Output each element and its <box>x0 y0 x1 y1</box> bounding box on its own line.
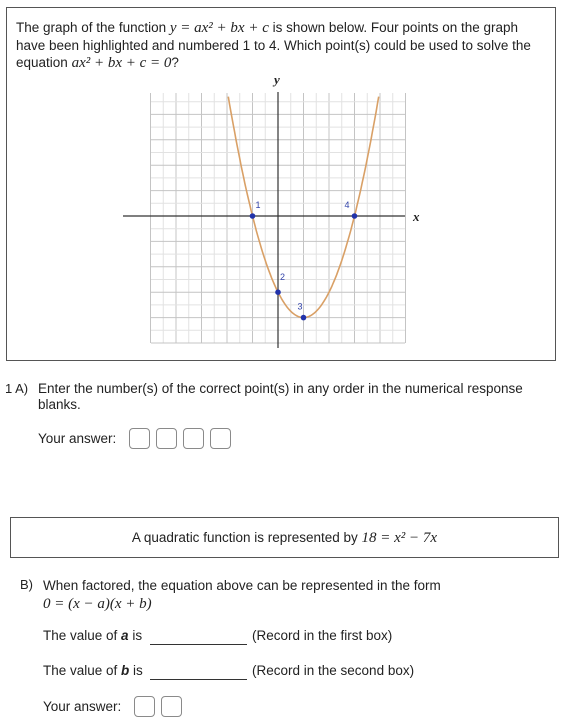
highlighted-point <box>250 213 256 219</box>
function-expression: y = ax² + bx + c <box>169 20 269 36</box>
answer-box-1[interactable] <box>129 428 150 449</box>
point-label: 3 <box>297 301 303 312</box>
value-a-hint: (Record in the first box) <box>252 628 393 643</box>
part-b-label: B) <box>20 577 33 592</box>
factored-form: 0 = (x − a)(x + b) <box>43 596 152 612</box>
point-label: 4 <box>344 200 350 210</box>
y-axis-label: y <box>274 72 280 87</box>
highlighted-point <box>352 213 358 219</box>
value-b-variable: b <box>121 663 130 678</box>
answer-a-label: Your answer: <box>38 431 117 446</box>
question-text-part: is shown below. Four points on the graph have been highlighted and numbered 1 to 4. Which point(s) could be used to solve the equation <box>16 20 531 70</box>
value-a-text: The value of <box>43 628 122 643</box>
question-box <box>6 7 556 361</box>
x-axis-label: x <box>413 209 420 224</box>
value-b-text: is <box>129 663 143 678</box>
context-box <box>10 517 559 558</box>
value-b-blank <box>150 665 247 680</box>
value-b-row <box>43 663 143 678</box>
numerical-response-b <box>134 696 182 717</box>
parabola-graph <box>7 8 555 360</box>
answer-box-3[interactable] <box>183 428 204 449</box>
point-label: 2 <box>280 272 286 283</box>
value-b-hint: (Record in the second box) <box>252 663 415 678</box>
context-text-part: A quadratic function is represented by <box>131 530 362 545</box>
value-a-blank <box>150 630 247 645</box>
point-label: 1 <box>255 200 261 210</box>
highlighted-point <box>301 315 307 321</box>
part-b-instructions <box>43 577 543 613</box>
highlighted-point <box>275 289 281 295</box>
context-equation: 18 = x² − 7x <box>361 530 438 546</box>
value-a-variable: a <box>121 628 129 643</box>
context-text <box>11 530 558 547</box>
value-a-text: is <box>128 628 143 643</box>
part-a-instructions: Enter the number(s) of the correct point(s) in any order in the numerical response blanks. <box>38 381 523 412</box>
part-a-label: 1 A) <box>5 381 29 396</box>
part-b-text: When factored, the equation above can be represented in the form <box>43 578 441 593</box>
answer-box-b2[interactable] <box>161 696 182 717</box>
answer-box-4[interactable] <box>210 428 231 449</box>
answer-box-b1[interactable] <box>134 696 155 717</box>
equation-expression: ax² + bx + c = 0 <box>71 55 172 71</box>
value-a-row <box>43 628 142 643</box>
answer-box-2[interactable] <box>156 428 177 449</box>
value-b-text: The value of <box>43 663 122 678</box>
numerical-response-a <box>129 428 231 449</box>
question-text-part: The graph of the function <box>16 20 170 35</box>
answer-b-label: Your answer: <box>43 699 122 714</box>
question-text-part: ? <box>171 55 179 70</box>
